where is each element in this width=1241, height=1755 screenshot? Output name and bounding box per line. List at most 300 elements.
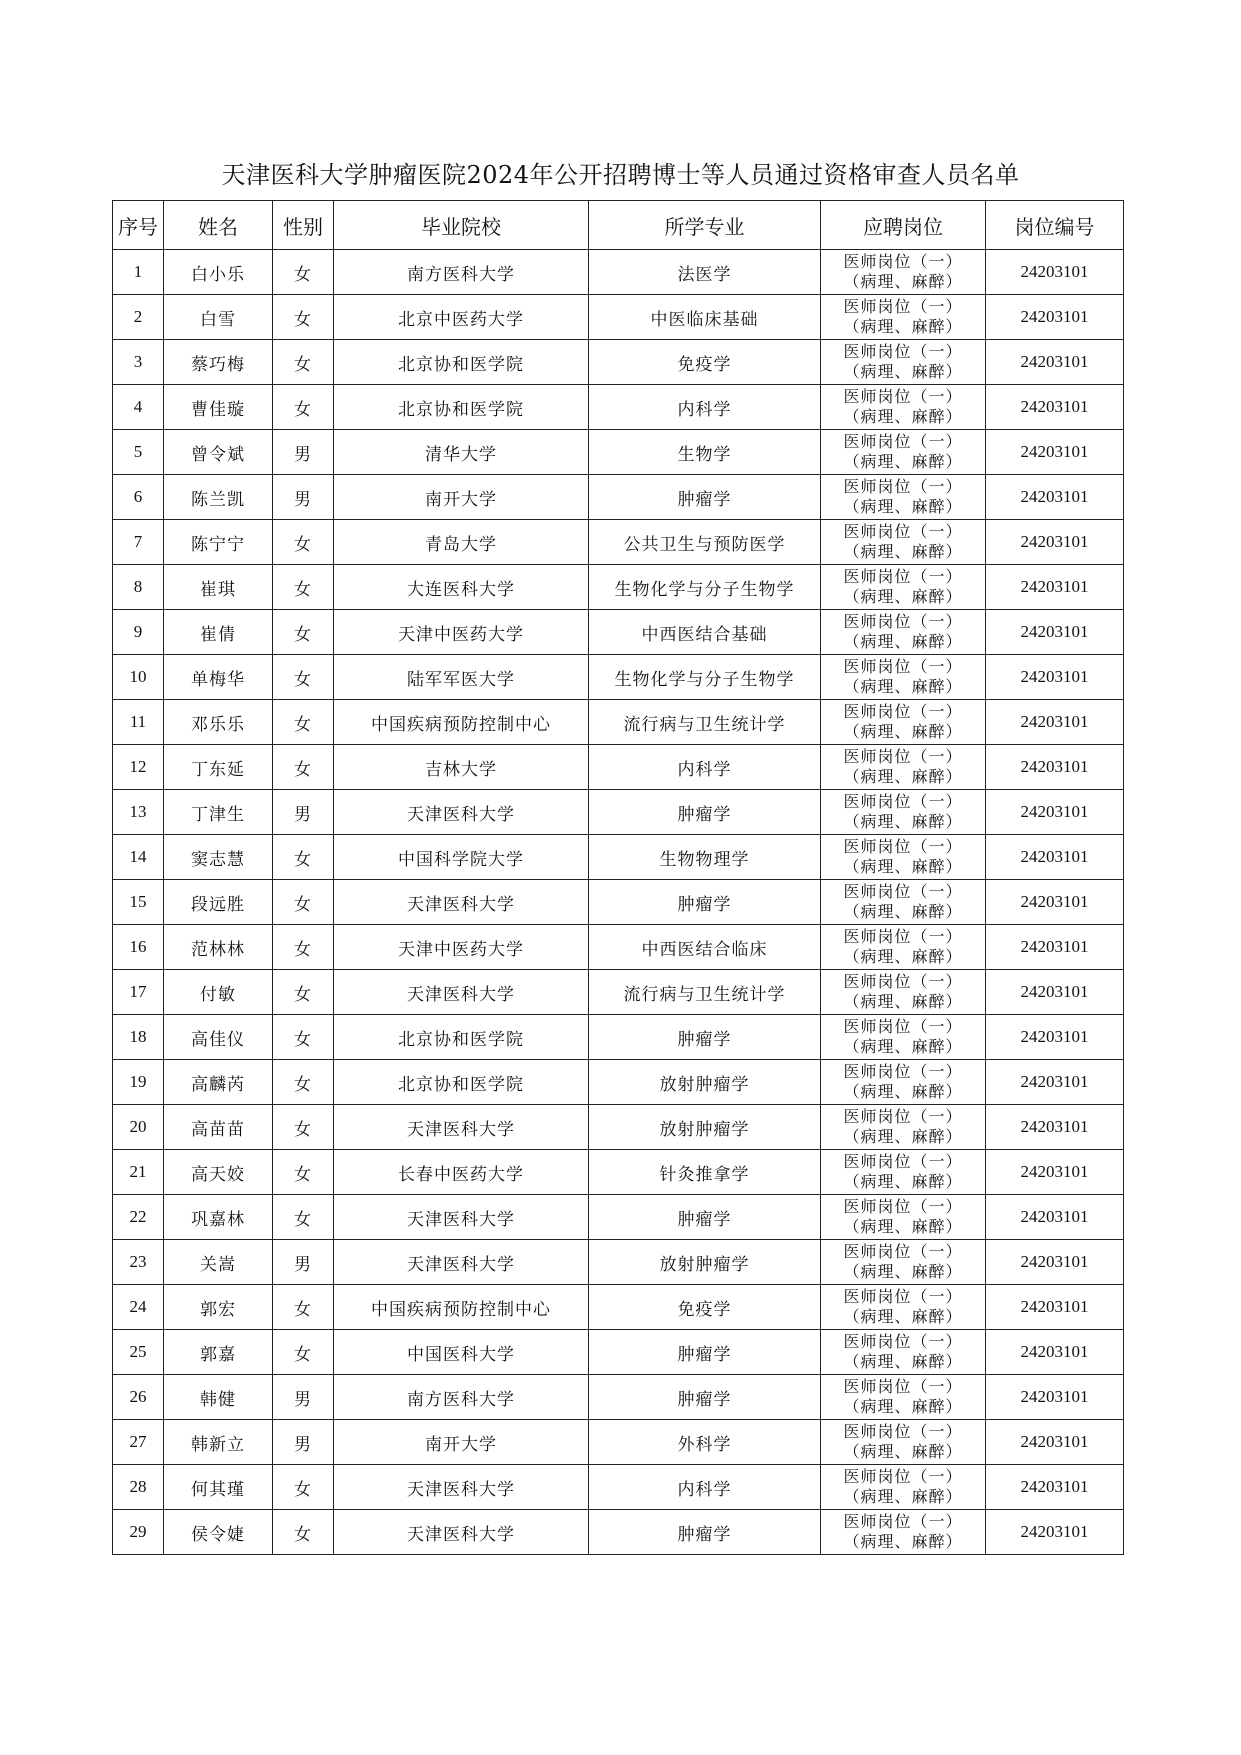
cell-school: 北京协和医学院 (334, 1015, 589, 1060)
post-title-line: 医师岗位（一） (843, 747, 963, 766)
cell-post (821, 475, 986, 520)
post-title-line: 医师岗位（一） (843, 1152, 963, 1171)
cell-post (821, 610, 986, 655)
cell-name: 曹佳璇 (164, 385, 273, 430)
cell-gender: 女 (273, 520, 334, 565)
cell-no: 4 (113, 385, 164, 430)
table-row (113, 385, 1124, 430)
cell-name: 范林林 (164, 925, 273, 970)
cell-code: 24203101 (986, 880, 1124, 925)
cell-major: 中西医结合基础 (589, 610, 821, 655)
header-row (113, 201, 1124, 250)
page-title: 天津医科大学肿瘤医院2024年公开招聘博士等人员通过资格审查人员名单 (221, 161, 1020, 189)
cell-school: 中国科学院大学 (334, 835, 589, 880)
post-title-line: 医师岗位（一） (843, 252, 963, 271)
cell-no: 9 (113, 610, 164, 655)
cell-gender: 女 (273, 340, 334, 385)
cell-no: 7 (113, 520, 164, 565)
cell-no: 13 (113, 790, 164, 835)
cell-name: 陈宁宁 (164, 520, 273, 565)
post-title-line: 医师岗位（一） (843, 837, 963, 856)
table-row (113, 430, 1124, 475)
cell-post (821, 1510, 986, 1555)
cell-no: 23 (113, 1240, 164, 1285)
post-title-line: 医师岗位（一） (843, 702, 963, 721)
candidate-table (112, 200, 1124, 1555)
cell-school: 天津中医药大学 (334, 610, 589, 655)
post-title-line: 医师岗位（一） (843, 1467, 963, 1486)
table-row (113, 1465, 1124, 1510)
table-row (113, 295, 1124, 340)
cell-major: 内科学 (589, 1465, 821, 1510)
cell-no: 24 (113, 1285, 164, 1330)
post-title-line: 医师岗位（一） (843, 1017, 963, 1036)
cell-school: 天津医科大学 (334, 1195, 589, 1240)
cell-code: 24203101 (986, 475, 1124, 520)
post-subtitle-line: （病理、麻醉） (843, 1262, 963, 1281)
cell-name: 巩嘉林 (164, 1195, 273, 1240)
cell-major: 放射肿瘤学 (589, 1240, 821, 1285)
table-row (113, 1510, 1124, 1555)
cell-major: 肿瘤学 (589, 1195, 821, 1240)
cell-gender: 女 (273, 655, 334, 700)
post-subtitle-line: （病理、麻醉） (843, 767, 963, 786)
table-row (113, 1105, 1124, 1150)
cell-code: 24203101 (986, 1465, 1124, 1510)
cell-no: 27 (113, 1420, 164, 1465)
cell-major: 流行病与卫生统计学 (589, 970, 821, 1015)
cell-major: 肿瘤学 (589, 1510, 821, 1555)
cell-no: 21 (113, 1150, 164, 1195)
post-subtitle-line: （病理、麻醉） (843, 452, 963, 471)
post-subtitle-line: （病理、麻醉） (843, 542, 963, 561)
post-subtitle-line: （病理、麻醉） (843, 1172, 963, 1191)
table-row (113, 340, 1124, 385)
cell-no: 25 (113, 1330, 164, 1375)
post-title-line: 医师岗位（一） (843, 972, 963, 991)
cell-name: 陈兰凯 (164, 475, 273, 520)
cell-school: 北京协和医学院 (334, 340, 589, 385)
cell-name: 郭宏 (164, 1285, 273, 1330)
post-subtitle-line: （病理、麻醉） (843, 317, 963, 336)
post-subtitle-line: （病理、麻醉） (843, 362, 963, 381)
cell-no: 16 (113, 925, 164, 970)
post-title-line: 医师岗位（一） (843, 882, 963, 901)
cell-name: 白小乐 (164, 250, 273, 295)
cell-code: 24203101 (986, 1420, 1124, 1465)
cell-major: 肿瘤学 (589, 880, 821, 925)
table-row (113, 1195, 1124, 1240)
cell-gender: 男 (273, 1240, 334, 1285)
header-code: 岗位编号 (986, 201, 1124, 250)
cell-code: 24203101 (986, 1240, 1124, 1285)
post-subtitle-line: （病理、麻醉） (843, 722, 963, 741)
cell-no: 2 (113, 295, 164, 340)
cell-name: 丁东延 (164, 745, 273, 790)
cell-no: 15 (113, 880, 164, 925)
cell-post (821, 565, 986, 610)
post-subtitle-line: （病理、麻醉） (843, 1082, 963, 1101)
post-subtitle-line: （病理、麻醉） (843, 947, 963, 966)
cell-code: 24203101 (986, 1195, 1124, 1240)
cell-gender: 女 (273, 250, 334, 295)
cell-post (821, 1150, 986, 1195)
cell-name: 韩新立 (164, 1420, 273, 1465)
cell-major: 生物学 (589, 430, 821, 475)
cell-major: 中西医结合临床 (589, 925, 821, 970)
cell-major: 中医临床基础 (589, 295, 821, 340)
cell-post (821, 250, 986, 295)
cell-gender: 女 (273, 745, 334, 790)
table-row (113, 970, 1124, 1015)
header-gender: 性别 (273, 201, 334, 250)
cell-name: 段远胜 (164, 880, 273, 925)
cell-school: 中国疾病预防控制中心 (334, 1285, 589, 1330)
cell-post (821, 430, 986, 475)
cell-post (821, 745, 986, 790)
cell-gender: 女 (273, 1060, 334, 1105)
post-title-line: 医师岗位（一） (843, 1062, 963, 1081)
header-name: 姓名 (164, 201, 273, 250)
cell-major: 肿瘤学 (589, 1330, 821, 1375)
cell-no: 17 (113, 970, 164, 1015)
cell-gender: 女 (273, 1150, 334, 1195)
cell-code: 24203101 (986, 1375, 1124, 1420)
cell-school: 长春中医药大学 (334, 1150, 589, 1195)
post-title-line: 医师岗位（一） (843, 1512, 963, 1531)
cell-school: 大连医科大学 (334, 565, 589, 610)
cell-code: 24203101 (986, 790, 1124, 835)
table-row (113, 1330, 1124, 1375)
cell-no: 5 (113, 430, 164, 475)
cell-name: 韩健 (164, 1375, 273, 1420)
header-major: 所学专业 (589, 201, 821, 250)
post-title-line: 医师岗位（一） (843, 1377, 963, 1396)
post-subtitle-line: （病理、麻醉） (843, 497, 963, 516)
post-title-line: 医师岗位（一） (843, 387, 963, 406)
post-title-line: 医师岗位（一） (843, 342, 963, 361)
cell-post (821, 1285, 986, 1330)
cell-gender: 女 (273, 610, 334, 655)
cell-name: 关嵩 (164, 1240, 273, 1285)
cell-school: 天津医科大学 (334, 790, 589, 835)
cell-gender: 女 (273, 295, 334, 340)
cell-post (821, 1420, 986, 1465)
cell-gender: 女 (273, 565, 334, 610)
cell-code: 24203101 (986, 385, 1124, 430)
cell-post (821, 700, 986, 745)
post-subtitle-line: （病理、麻醉） (843, 632, 963, 651)
cell-major: 法医学 (589, 250, 821, 295)
cell-gender: 女 (273, 970, 334, 1015)
cell-school: 南开大学 (334, 1420, 589, 1465)
cell-post (821, 1465, 986, 1510)
post-subtitle-line: （病理、麻醉） (843, 1037, 963, 1056)
cell-post (821, 925, 986, 970)
cell-school: 陆军军医大学 (334, 655, 589, 700)
cell-code: 24203101 (986, 1510, 1124, 1555)
post-title-line: 医师岗位（一） (843, 522, 963, 541)
cell-name: 崔琪 (164, 565, 273, 610)
cell-name: 蔡巧梅 (164, 340, 273, 385)
cell-name: 高天姣 (164, 1150, 273, 1195)
cell-school: 北京协和医学院 (334, 1060, 589, 1105)
post-title-line: 医师岗位（一） (843, 1287, 963, 1306)
cell-major: 免疫学 (589, 340, 821, 385)
cell-post (821, 1240, 986, 1285)
cell-code: 24203101 (986, 1015, 1124, 1060)
cell-no: 6 (113, 475, 164, 520)
cell-school: 北京中医药大学 (334, 295, 589, 340)
cell-major: 放射肿瘤学 (589, 1060, 821, 1105)
table-row (113, 700, 1124, 745)
cell-gender: 女 (273, 1015, 334, 1060)
post-title-line: 医师岗位（一） (843, 567, 963, 586)
cell-school: 北京协和医学院 (334, 385, 589, 430)
cell-code: 24203101 (986, 1060, 1124, 1105)
post-title-line: 医师岗位（一） (843, 297, 963, 316)
cell-major: 内科学 (589, 745, 821, 790)
post-subtitle-line: （病理、麻醉） (843, 1307, 963, 1326)
cell-name: 付敏 (164, 970, 273, 1015)
post-subtitle-line: （病理、麻醉） (843, 587, 963, 606)
table-row (113, 520, 1124, 565)
post-subtitle-line: （病理、麻醉） (843, 902, 963, 921)
post-subtitle-line: （病理、麻醉） (843, 1127, 963, 1146)
table-row (113, 1015, 1124, 1060)
cell-name: 高麟芮 (164, 1060, 273, 1105)
cell-no: 19 (113, 1060, 164, 1105)
cell-code: 24203101 (986, 1150, 1124, 1195)
cell-post (821, 790, 986, 835)
post-title-line: 医师岗位（一） (843, 927, 963, 946)
cell-gender: 女 (273, 1465, 334, 1510)
cell-code: 24203101 (986, 700, 1124, 745)
cell-no: 1 (113, 250, 164, 295)
cell-gender: 男 (273, 790, 334, 835)
cell-gender: 女 (273, 1330, 334, 1375)
cell-code: 24203101 (986, 1285, 1124, 1330)
cell-major: 流行病与卫生统计学 (589, 700, 821, 745)
post-title-line: 医师岗位（一） (843, 1332, 963, 1351)
cell-major: 肿瘤学 (589, 790, 821, 835)
cell-post (821, 520, 986, 565)
cell-major: 肿瘤学 (589, 475, 821, 520)
table-row (113, 655, 1124, 700)
table-row (113, 565, 1124, 610)
post-title-line: 医师岗位（一） (843, 1197, 963, 1216)
table-row (113, 835, 1124, 880)
table-row (113, 925, 1124, 970)
table-row (113, 1150, 1124, 1195)
cell-post (821, 655, 986, 700)
cell-code: 24203101 (986, 610, 1124, 655)
table-row (113, 250, 1124, 295)
cell-school: 天津医科大学 (334, 880, 589, 925)
cell-no: 10 (113, 655, 164, 700)
cell-name: 郭嘉 (164, 1330, 273, 1375)
header-no: 序号 (113, 201, 164, 250)
cell-post (821, 835, 986, 880)
cell-name: 曾令斌 (164, 430, 273, 475)
post-title-line: 医师岗位（一） (843, 657, 963, 676)
post-title-line: 医师岗位（一） (843, 612, 963, 631)
cell-gender: 女 (273, 1195, 334, 1240)
cell-code: 24203101 (986, 430, 1124, 475)
post-title-line: 医师岗位（一） (843, 477, 963, 496)
cell-major: 生物物理学 (589, 835, 821, 880)
cell-post (821, 970, 986, 1015)
cell-post (821, 1060, 986, 1105)
cell-post (821, 385, 986, 430)
cell-post (821, 1015, 986, 1060)
post-subtitle-line: （病理、麻醉） (843, 407, 963, 426)
cell-school: 天津医科大学 (334, 1465, 589, 1510)
table-row (113, 745, 1124, 790)
post-subtitle-line: （病理、麻醉） (843, 812, 963, 831)
cell-name: 白雪 (164, 295, 273, 340)
cell-school: 青岛大学 (334, 520, 589, 565)
cell-code: 24203101 (986, 1105, 1124, 1150)
cell-major: 公共卫生与预防医学 (589, 520, 821, 565)
cell-code: 24203101 (986, 925, 1124, 970)
cell-gender: 女 (273, 1285, 334, 1330)
table-row (113, 610, 1124, 655)
cell-school: 中国疾病预防控制中心 (334, 700, 589, 745)
cell-gender: 男 (273, 1375, 334, 1420)
post-title-line: 医师岗位（一） (843, 792, 963, 811)
cell-school: 天津医科大学 (334, 1105, 589, 1150)
cell-school: 天津医科大学 (334, 1240, 589, 1285)
cell-no: 3 (113, 340, 164, 385)
cell-gender: 女 (273, 925, 334, 970)
post-subtitle-line: （病理、麻醉） (843, 1217, 963, 1236)
cell-major: 免疫学 (589, 1285, 821, 1330)
cell-post (821, 295, 986, 340)
cell-name: 邓乐乐 (164, 700, 273, 745)
post-subtitle-line: （病理、麻醉） (843, 857, 963, 876)
cell-major: 肿瘤学 (589, 1015, 821, 1060)
cell-code: 24203101 (986, 970, 1124, 1015)
cell-gender: 女 (273, 1510, 334, 1555)
post-title-line: 医师岗位（一） (843, 1107, 963, 1126)
cell-school: 清华大学 (334, 430, 589, 475)
cell-school: 南方医科大学 (334, 250, 589, 295)
cell-name: 窦志慧 (164, 835, 273, 880)
cell-no: 14 (113, 835, 164, 880)
cell-name: 高佳仪 (164, 1015, 273, 1060)
post-title-line: 医师岗位（一） (843, 1422, 963, 1441)
table-header (113, 201, 1124, 250)
cell-post (821, 880, 986, 925)
table-body (113, 250, 1124, 1555)
cell-name: 单梅华 (164, 655, 273, 700)
cell-major: 肿瘤学 (589, 1375, 821, 1420)
cell-school: 天津医科大学 (334, 1510, 589, 1555)
cell-school: 中国医科大学 (334, 1330, 589, 1375)
cell-no: 12 (113, 745, 164, 790)
cell-school: 南开大学 (334, 475, 589, 520)
post-subtitle-line: （病理、麻醉） (843, 1352, 963, 1371)
cell-gender: 女 (273, 835, 334, 880)
table-row (113, 790, 1124, 835)
cell-code: 24203101 (986, 295, 1124, 340)
post-subtitle-line: （病理、麻醉） (843, 1487, 963, 1506)
cell-major: 外科学 (589, 1420, 821, 1465)
cell-gender: 女 (273, 1105, 334, 1150)
cell-gender: 男 (273, 1420, 334, 1465)
table-row (113, 1420, 1124, 1465)
table-row (113, 1240, 1124, 1285)
cell-major: 放射肿瘤学 (589, 1105, 821, 1150)
cell-code: 24203101 (986, 835, 1124, 880)
post-subtitle-line: （病理、麻醉） (843, 1442, 963, 1461)
cell-code: 24203101 (986, 1330, 1124, 1375)
cell-school: 南方医科大学 (334, 1375, 589, 1420)
cell-school: 天津医科大学 (334, 970, 589, 1015)
table-row (113, 1375, 1124, 1420)
cell-code: 24203101 (986, 340, 1124, 385)
cell-school: 吉林大学 (334, 745, 589, 790)
cell-name: 崔倩 (164, 610, 273, 655)
cell-no: 11 (113, 700, 164, 745)
cell-no: 22 (113, 1195, 164, 1240)
cell-no: 29 (113, 1510, 164, 1555)
cell-no: 20 (113, 1105, 164, 1150)
cell-code: 24203101 (986, 655, 1124, 700)
cell-gender: 女 (273, 385, 334, 430)
cell-gender: 女 (273, 880, 334, 925)
cell-post (821, 1375, 986, 1420)
header-school: 毕业院校 (334, 201, 589, 250)
cell-post (821, 340, 986, 385)
cell-post (821, 1330, 986, 1375)
cell-code: 24203101 (986, 250, 1124, 295)
cell-gender: 女 (273, 700, 334, 745)
cell-name: 侯令婕 (164, 1510, 273, 1555)
post-subtitle-line: （病理、麻醉） (843, 1397, 963, 1416)
post-title-line: 医师岗位（一） (843, 1242, 963, 1261)
cell-major: 生物化学与分子生物学 (589, 565, 821, 610)
post-subtitle-line: （病理、麻醉） (843, 1532, 963, 1551)
cell-gender: 男 (273, 475, 334, 520)
cell-name: 高苗苗 (164, 1105, 273, 1150)
cell-major: 针灸推拿学 (589, 1150, 821, 1195)
post-title-line: 医师岗位（一） (843, 432, 963, 451)
table-row (113, 1285, 1124, 1330)
cell-name: 何其瑾 (164, 1465, 273, 1510)
cell-no: 18 (113, 1015, 164, 1060)
table-row (113, 1060, 1124, 1105)
cell-code: 24203101 (986, 565, 1124, 610)
cell-major: 生物化学与分子生物学 (589, 655, 821, 700)
table-row (113, 475, 1124, 520)
post-subtitle-line: （病理、麻醉） (843, 992, 963, 1011)
cell-no: 28 (113, 1465, 164, 1510)
cell-no: 8 (113, 565, 164, 610)
cell-no: 26 (113, 1375, 164, 1420)
cell-name: 丁津生 (164, 790, 273, 835)
header-post: 应聘岗位 (821, 201, 986, 250)
cell-school: 天津中医药大学 (334, 925, 589, 970)
cell-post (821, 1195, 986, 1240)
cell-code: 24203101 (986, 745, 1124, 790)
table-row (113, 880, 1124, 925)
post-subtitle-line: （病理、麻醉） (843, 677, 963, 696)
post-subtitle-line: （病理、麻醉） (843, 272, 963, 291)
cell-major: 内科学 (589, 385, 821, 430)
cell-post (821, 1105, 986, 1150)
